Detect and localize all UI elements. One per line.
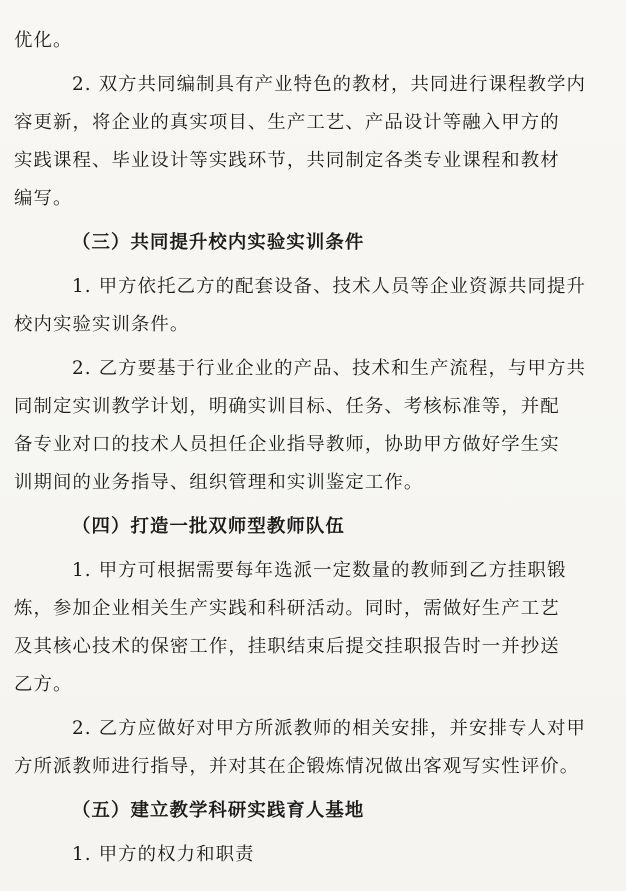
body-text-line: 及其核心技术的保密工作，挂职结束后提交挂职报告时一并抄送: [14, 636, 560, 657]
body-text-line: 训期间的业务指导、组织管理和实训鉴定工作。: [14, 472, 424, 493]
body-text-line: 备专业对口的技术人员担任企业指导教师，协助甲方做好学生实: [14, 434, 560, 455]
body-text-line: 同制定实训教学计划，明确实训目标、任务、考核标准等，并配: [14, 396, 560, 417]
section-heading: （三）共同提升校内实验实训条件: [72, 232, 365, 253]
section-heading: （五）建立教学科研实践育人基地: [72, 800, 365, 821]
body-text-line: 优化。: [14, 30, 73, 51]
body-text-line: 1. 甲方依托乙方的配套设备、技术人员等企业资源共同提升: [72, 276, 586, 297]
body-text-line: 炼，参加企业相关生产实践和科研活动。同时，需做好生产工艺: [14, 598, 560, 619]
body-text-line: 1. 甲方可根据需要每年选派一定数量的教师到乙方挂职锻: [72, 560, 567, 581]
body-text-line: 2. 乙方应做好对甲方所派教师的相关安排，并安排专人对甲: [72, 718, 586, 739]
body-text-line: 2. 双方共同编制具有产业特色的教材，共同进行课程教学内: [72, 74, 586, 95]
body-text-line: 1. 甲方的权力和职责: [72, 844, 255, 865]
section-heading: （四）打造一批双师型教师队伍: [72, 516, 345, 537]
body-text-line: 实践课程、毕业设计等实践环节，共同制定各类专业课程和教材: [14, 150, 560, 171]
body-text-line: 编写。: [14, 188, 73, 209]
body-text-line: 方所派教师进行指导，并对其在企锻炼情况做出客观写实性评价。: [14, 756, 580, 777]
body-text-line: 乙方。: [14, 674, 73, 695]
body-text-line: 容更新，将企业的真实项目、生产工艺、产品设计等融入甲方的: [14, 112, 560, 133]
body-text-line: 2. 乙方要基于行业企业的产品、技术和生产流程，与甲方共: [72, 358, 586, 379]
body-text-line: 校内实验实训条件。: [14, 314, 190, 335]
